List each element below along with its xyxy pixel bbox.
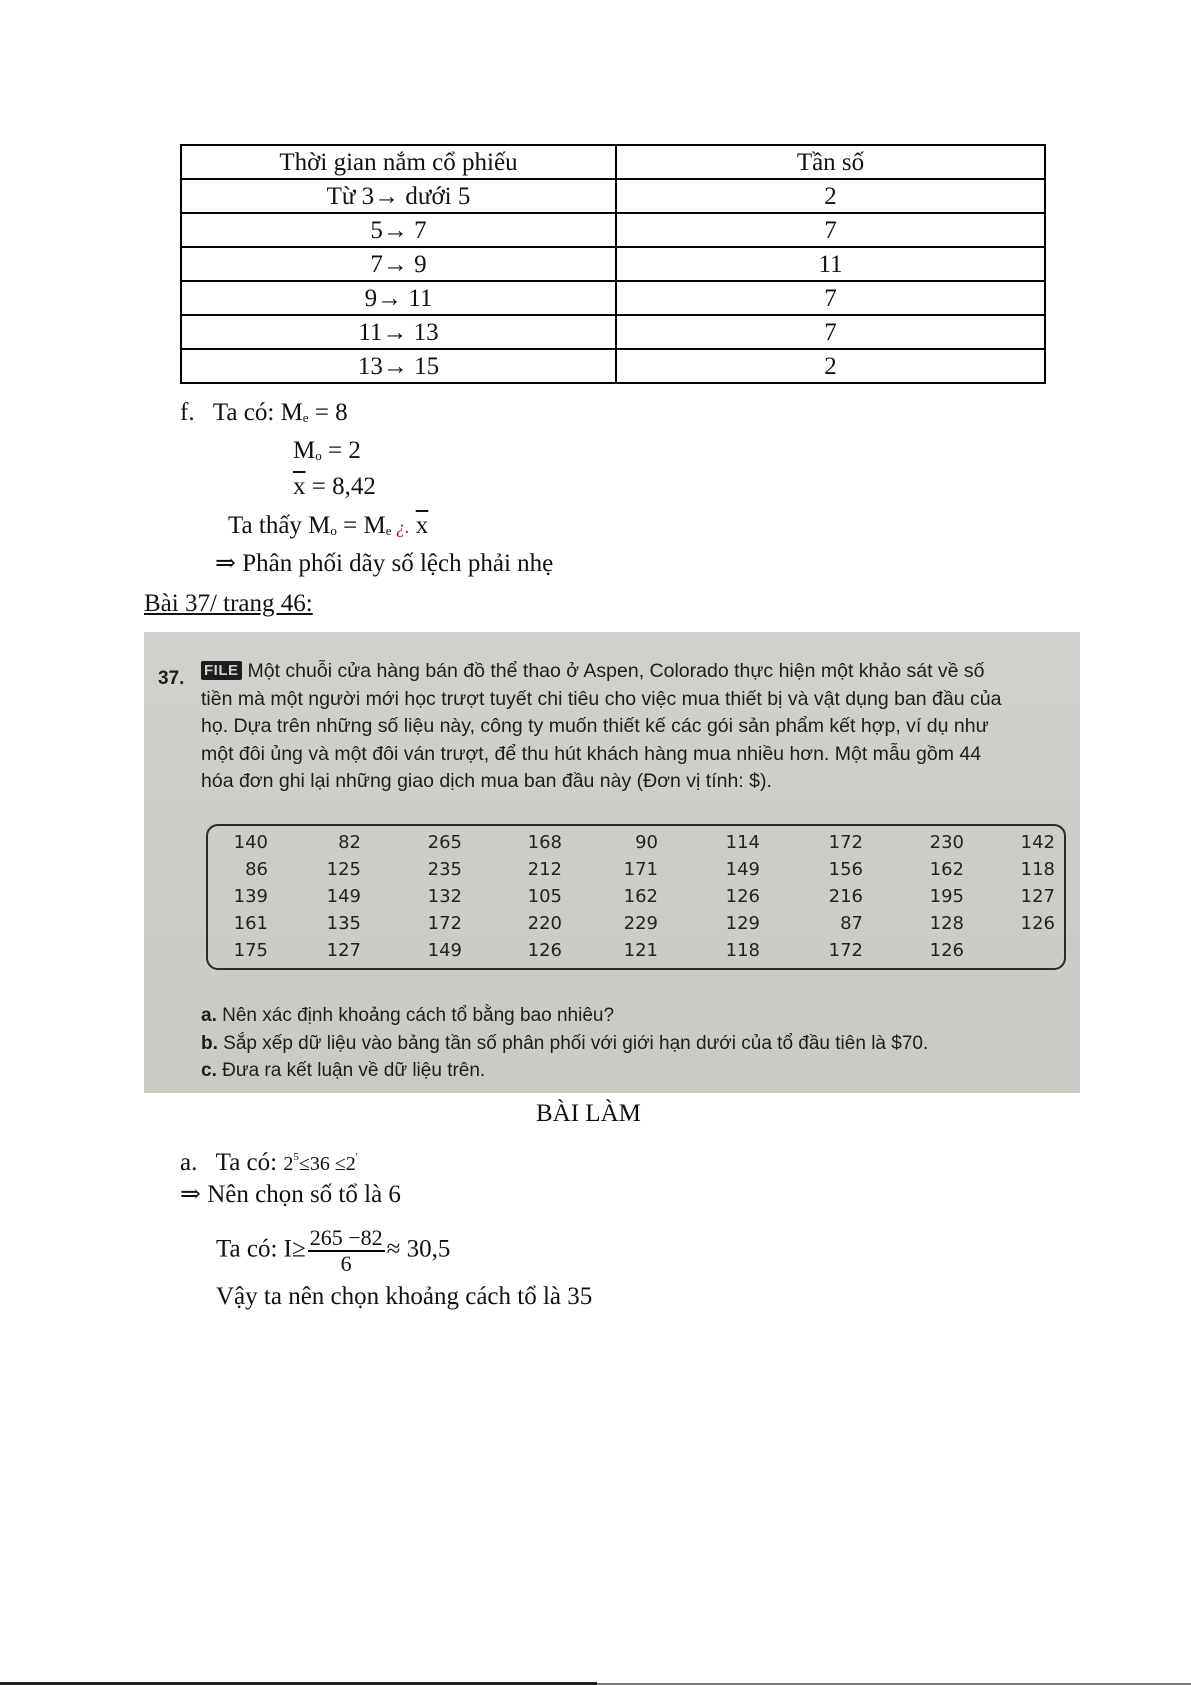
exponent: 5 (293, 1151, 299, 1163)
header-frequency: Tần số (616, 145, 1045, 179)
table-row (181, 281, 1045, 315)
interval-cell: 5→ 7 (181, 213, 616, 247)
interval-cell: 11→ 13 (181, 315, 616, 349)
question-a (201, 1002, 928, 1030)
median-value: = 8 (314, 399, 348, 426)
exercise-heading: Bài 37/ trang 46: (144, 590, 313, 617)
question-text: Nên xác định khoảng cách tổ bằng bao nhiêu? (216, 1005, 615, 1026)
interval-conclusion: Vậy ta nên chọn khoảng cách tổ là 35 (216, 1283, 593, 1310)
table-row (181, 349, 1045, 383)
data-row (208, 937, 1064, 964)
problem-number: 37. (158, 668, 185, 689)
question-label: a. (201, 1005, 217, 1026)
sales-data-box (206, 824, 1066, 970)
question-b (201, 1030, 928, 1058)
frequency-cell: 2 (616, 349, 1045, 383)
question-label: c. (201, 1060, 217, 1081)
comparison-sub-o: o (330, 523, 337, 538)
data-cell: 149 (427, 940, 462, 961)
table-row (181, 179, 1045, 213)
data-cell: 126 (1020, 913, 1055, 934)
solution-a-intro: Ta có: (215, 1149, 284, 1176)
median-symbol: M (280, 399, 303, 426)
data-cell: 86 (245, 859, 268, 880)
data-cell: 156 (828, 859, 863, 880)
data-cell: 128 (929, 913, 964, 934)
data-cell: 118 (725, 940, 760, 961)
median-subscript: e (302, 410, 309, 425)
frequency-cell: 2 (616, 179, 1045, 213)
data-cell: 127 (326, 940, 361, 961)
statement-line: hóa đơn ghi lại những giao dịch mua ban đầu này (Đơn vị tính: $). (201, 770, 772, 792)
fraction-denominator: 6 (340, 1251, 352, 1276)
frequency-cell: 7 (616, 315, 1045, 349)
question-text: Sắp xếp dữ liệu vào bảng tần số phân phối với giới hạn dưới của tổ đầu tiên là $70. (217, 1032, 929, 1054)
comparison-sub-e: e (385, 523, 392, 538)
data-cell: 162 (623, 886, 658, 907)
data-cell: 127 (1020, 886, 1055, 907)
table-row (181, 247, 1045, 281)
mode-subscript: o (315, 448, 322, 463)
mean-symbol: $\overline{x}$ (293, 473, 306, 500)
data-cell: 168 (527, 832, 562, 853)
data-cell: 90 (635, 832, 658, 853)
data-cell: 121 (623, 940, 658, 961)
part-f-intro: Ta có: (212, 399, 281, 426)
question-list (201, 1002, 928, 1085)
comparison-mid: = M (336, 512, 386, 539)
data-cell: 105 (527, 886, 562, 907)
base: 2 (283, 1153, 294, 1175)
data-cell: 129 (725, 913, 760, 934)
skew-conclusion: ⇒ Phân phối dãy số lệch phải nhẹ (215, 550, 554, 577)
question-c (201, 1057, 928, 1085)
interval-line (216, 1226, 450, 1276)
data-cell: 229 (623, 913, 658, 934)
comparison-line (228, 511, 428, 546)
table-header-row (181, 145, 1045, 179)
statement-line: một đôi ủng và một đôi ván trượt, để thu hút khách hàng mua nhiều hơn. Một mẫu gồm 44 (201, 742, 982, 765)
data-cell: 139 (233, 886, 268, 907)
mode-symbol: M (293, 437, 316, 464)
frequency-cell: 7 (616, 281, 1045, 315)
table-row (181, 213, 1045, 247)
solution-a-line (180, 1142, 358, 1179)
data-cell: 135 (326, 913, 361, 934)
data-cell: 172 (427, 913, 462, 934)
textbook-photo (144, 632, 1080, 1093)
frequency-cell: 11 (616, 247, 1045, 281)
data-cell: 220 (527, 913, 562, 934)
solution-title: BÀI LÀM (536, 1100, 641, 1127)
mode-value: = 2 (327, 437, 361, 464)
data-row (208, 856, 1064, 883)
table-row (181, 315, 1045, 349)
data-row (208, 883, 1064, 910)
data-cell: 161 (233, 913, 268, 934)
choose-groups-line: ⇒ Nên chọn số tổ là 6 (180, 1181, 401, 1208)
data-cell: 195 (929, 886, 964, 907)
frequency-table (180, 144, 1046, 384)
data-cell: 132 (427, 886, 462, 907)
data-cell: 216 (828, 886, 863, 907)
inequality-mid: ≤36 ≤2 (298, 1153, 356, 1175)
mean-line (293, 472, 376, 502)
fraction-numerator: 265 −82 (309, 1225, 383, 1250)
interval-prefix: Ta có: I≥ (216, 1235, 306, 1263)
data-cell: 235 (427, 859, 462, 880)
data-cell: 87 (840, 913, 863, 934)
broken-symbol: ¿. (391, 517, 410, 537)
interval-cell: 9→ 11 (181, 281, 616, 315)
data-cell: 142 (1020, 832, 1055, 853)
data-cell: 126 (929, 940, 964, 961)
data-cell: 172 (828, 832, 863, 853)
mean-value: = 8,42 (311, 473, 376, 500)
data-cell: 212 (527, 859, 562, 880)
comparison-prefix: Ta thấy M (228, 512, 331, 539)
mode-line (293, 436, 361, 471)
data-cell: 230 (929, 832, 964, 853)
statement-line: tiền mà một người mới học trượt tuyết chi tiêu cho việc mua thiết bị và vật dụng ban đầu của (201, 687, 1002, 710)
question-label: b. (201, 1032, 218, 1054)
file-badge-icon: FILE (201, 661, 242, 680)
statement-text: Một chuỗi cửa hàng bán đồ thể thao ở Aspen, Colorado thực hiện một khảo sát về số (247, 660, 985, 682)
data-cell: 114 (725, 832, 760, 853)
interval-cell: 7→ 9 (181, 247, 616, 281)
data-cell: 126 (527, 940, 562, 961)
part-f-label: f. (180, 399, 195, 426)
header-holding-time: Thời gian nắm cổ phiếu (181, 145, 616, 179)
comparison-mean-symbol: $\overline{x}$ (415, 512, 429, 539)
data-row (208, 829, 1064, 856)
data-cell: 172 (828, 940, 863, 961)
exponent: ' (355, 1151, 358, 1163)
data-cell: 265 (427, 832, 462, 853)
data-cell: 162 (929, 859, 964, 880)
statement-line (201, 658, 1071, 686)
data-cell: 175 (233, 940, 268, 961)
data-cell: 118 (1020, 859, 1055, 880)
interval-cell: 13→ 15 (181, 349, 616, 383)
data-cell: 126 (725, 886, 760, 907)
data-cell: 149 (725, 859, 760, 880)
frequency-cell: 7 (616, 213, 1045, 247)
data-cell: 140 (233, 832, 268, 853)
data-cell: 82 (338, 832, 361, 853)
problem-statement (201, 658, 1071, 796)
data-row (208, 910, 1064, 937)
solution-a-label: a. (180, 1149, 198, 1176)
interval-cell: Từ 3→ dưới 5 (181, 179, 616, 213)
part-f-median-line (180, 398, 348, 433)
question-text: Đưa ra kết luận về dữ liệu trên. (216, 1060, 486, 1081)
data-cell: 149 (326, 886, 361, 907)
sturges-inequality (283, 1153, 357, 1175)
interval-suffix: ≈ 30,5 (386, 1235, 451, 1263)
data-cell: 171 (623, 859, 658, 880)
data-cell: 125 (326, 859, 361, 880)
interval-fraction (308, 1226, 385, 1276)
statement-line: họ. Dựa trên những số liệu này, công ty muốn thiết kế các gói sản phẩm kết hợp, ví dụ như (201, 715, 989, 737)
